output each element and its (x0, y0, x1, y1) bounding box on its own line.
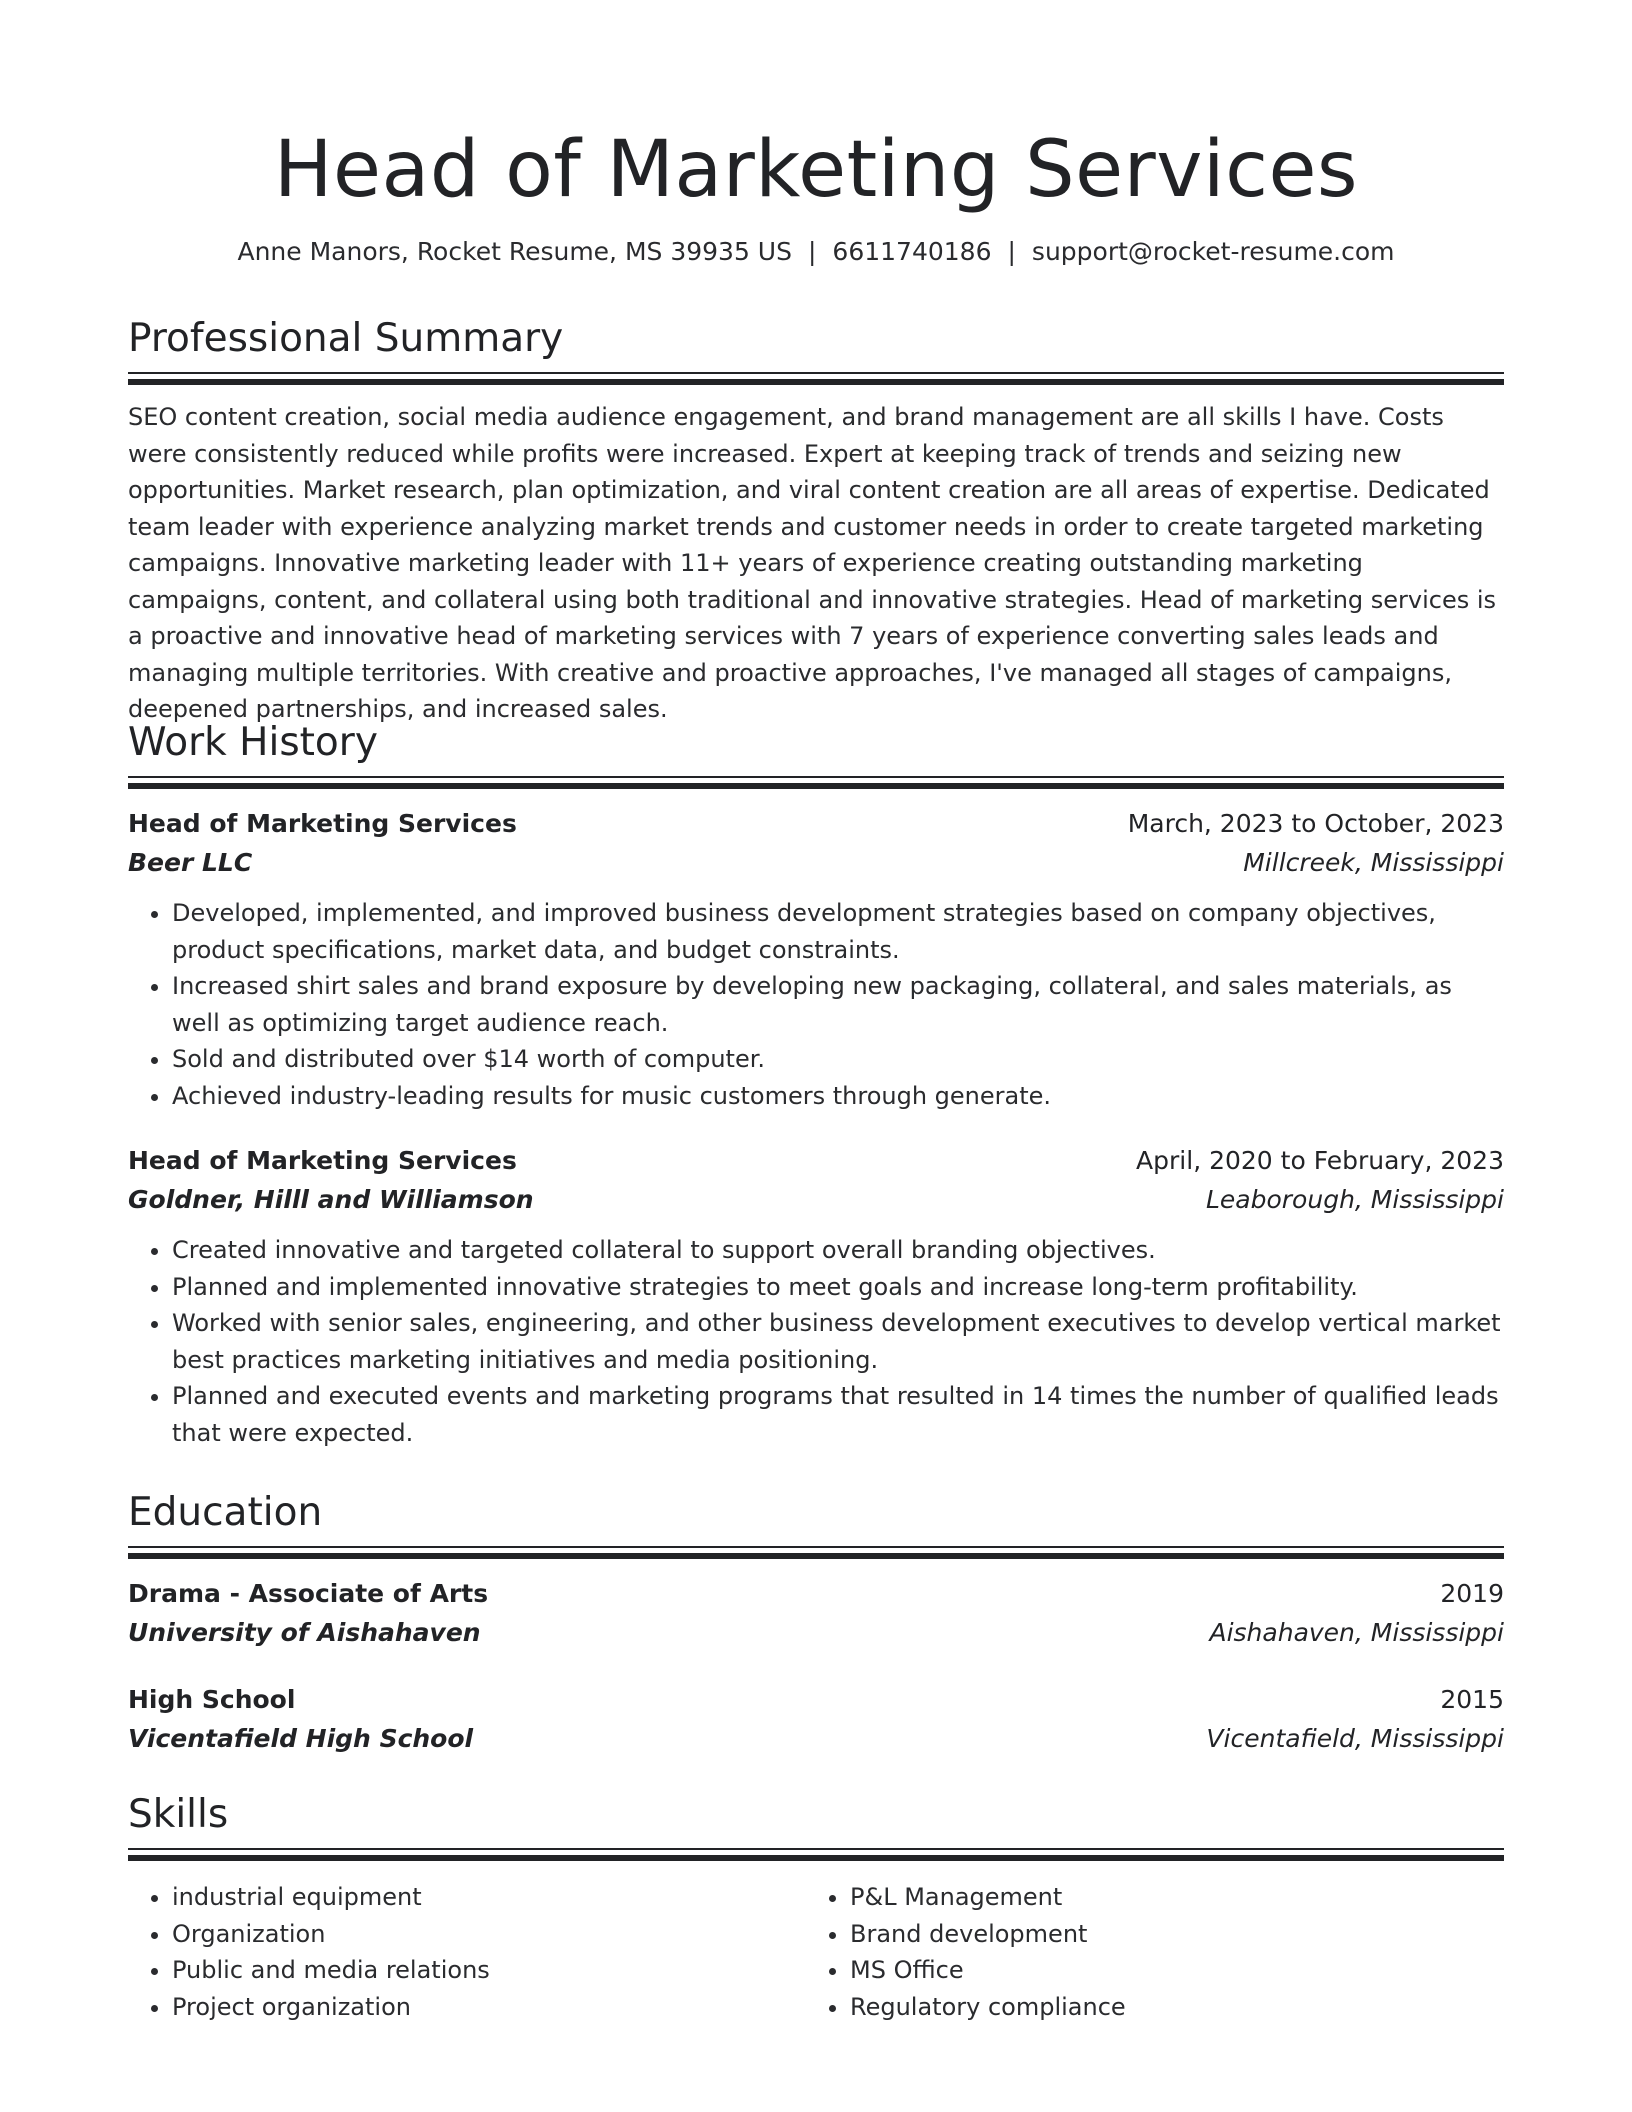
summary-section (128, 314, 1504, 728)
list-item: • Increased shirt sales and brand exposure by developing new packaging, collateral, and sales materials, as well as optimizing target audience reach. (172, 968, 1504, 1041)
resume-title: Head of Marketing Services (273, 125, 1359, 215)
job-title: Head of Marketing Services (128, 1146, 517, 1175)
summary-text: SEO content creation, social media audience engagement, and brand management are all skills I have. Costs were consistently reduced while profits were increased. Expert at keeping track of trends and seizing new opportunities. Market research, plan optimization, and viral content creation are all areas of expertise. Dedicated team leader with experience analyzing market trends and customer needs in order to create targeted marketing campaigns. Innovative marketing leader with 11+ years of experience creating outstanding marketing campaigns, content, and collateral using both traditional and innovative strategies. Head of marketing services is a proactive and innovative head of marketing services with 7 years of experience converting sales leads and managing multiple territories. With creative and proactive approaches, I've managed all stages of campaigns, deepened partnerships, and increased sales. (128, 403, 1497, 723)
skill-item: • MS Office (850, 1952, 1484, 1989)
work-history-section (128, 718, 1504, 1451)
skill-item: • P&L Management (850, 1879, 1484, 1916)
job-bullets (128, 895, 1504, 1114)
section-divider (128, 1546, 1504, 1561)
job-location: Millcreek, Mississippi (1243, 848, 1504, 877)
section-heading-work-history: Work History (128, 720, 378, 765)
contact-separator: | (807, 237, 817, 266)
job-dates: March, 2023 to October, 2023 (1127, 809, 1504, 838)
section-divider (128, 1848, 1504, 1863)
resume-page (128, 0, 1504, 2021)
company-name: Goldner, Hilll and Williamson (128, 1185, 534, 1214)
skill-item: • Regulatory compliance (850, 1989, 1484, 2026)
list-item: • Achieved industry-leading results for music customers through generate. (172, 1078, 1504, 1115)
contact-line (128, 234, 1504, 270)
job-bullets (128, 1232, 1504, 1451)
school-name: University of Aishahaven (128, 1618, 481, 1647)
section-divider (128, 776, 1504, 791)
job-location: Leaborough, Mississippi (1205, 1185, 1504, 1214)
contact-separator: | (1007, 237, 1016, 266)
degree-name: Drama - Associate of Arts (128, 1579, 489, 1608)
school-location: Aishahaven, Mississippi (1209, 1618, 1504, 1647)
skill-item: • Project organization (172, 1989, 806, 2026)
skill-item: • industrial equipment (172, 1879, 806, 1916)
contact-phone: 6611740186 (832, 237, 992, 266)
skills-column-right (806, 1879, 1484, 2025)
list-item: • Developed, implemented, and improved business development strategies based on company objectives, product specifications, market data, and budget constraints. (172, 895, 1504, 968)
list-item: • Planned and executed events and marketing programs that resulted in 14 times the number of qualified leads that were expected. (172, 1378, 1504, 1451)
list-item: • Sold and distributed over $14 worth of computer. (172, 1041, 1504, 1078)
company-name: Beer LLC (128, 848, 253, 877)
list-item: • Worked with senior sales, engineering, and other business development executives to develop vertical market best practices marketing initiatives and media positioning. (172, 1305, 1504, 1378)
skill-item: • Organization (172, 1916, 806, 1953)
education-entry (128, 1575, 1504, 1653)
job-title: Head of Marketing Services (128, 809, 517, 838)
school-name: Vicentafield High School (128, 1724, 474, 1753)
skills-section (128, 1790, 1504, 2025)
skills-column-left (128, 1879, 806, 2025)
section-divider (128, 372, 1504, 387)
section-heading-skills: Skills (128, 1792, 229, 1837)
section-heading-education: Education (128, 1490, 323, 1535)
skill-item: • Brand development (850, 1916, 1484, 1953)
section-heading-summary: Professional Summary (128, 316, 564, 361)
graduation-year: 2019 (1440, 1579, 1504, 1608)
contact-email[interactable]: support@rocket-resume.com (1031, 237, 1395, 266)
education-entry (128, 1681, 1504, 1759)
school-location: Vicentafield, Mississippi (1206, 1724, 1504, 1753)
list-item: • Planned and implemented innovative strategies to meet goals and increase long-term profitability. (172, 1269, 1504, 1306)
skill-item: • Public and media relations (172, 1952, 806, 1989)
skills-list (128, 1879, 1504, 2025)
job-entry (128, 805, 1504, 1114)
job-dates: April, 2020 to February, 2023 (1136, 1146, 1504, 1175)
degree-name: High School (128, 1685, 296, 1714)
education-section (128, 1488, 1504, 1759)
list-item: • Created innovative and targeted collateral to support overall branding objectives. (172, 1232, 1504, 1269)
contact-address: Anne Manors, Rocket Resume, MS 39935 US (237, 237, 792, 266)
job-entry (128, 1142, 1504, 1451)
graduation-year: 2015 (1440, 1685, 1504, 1714)
